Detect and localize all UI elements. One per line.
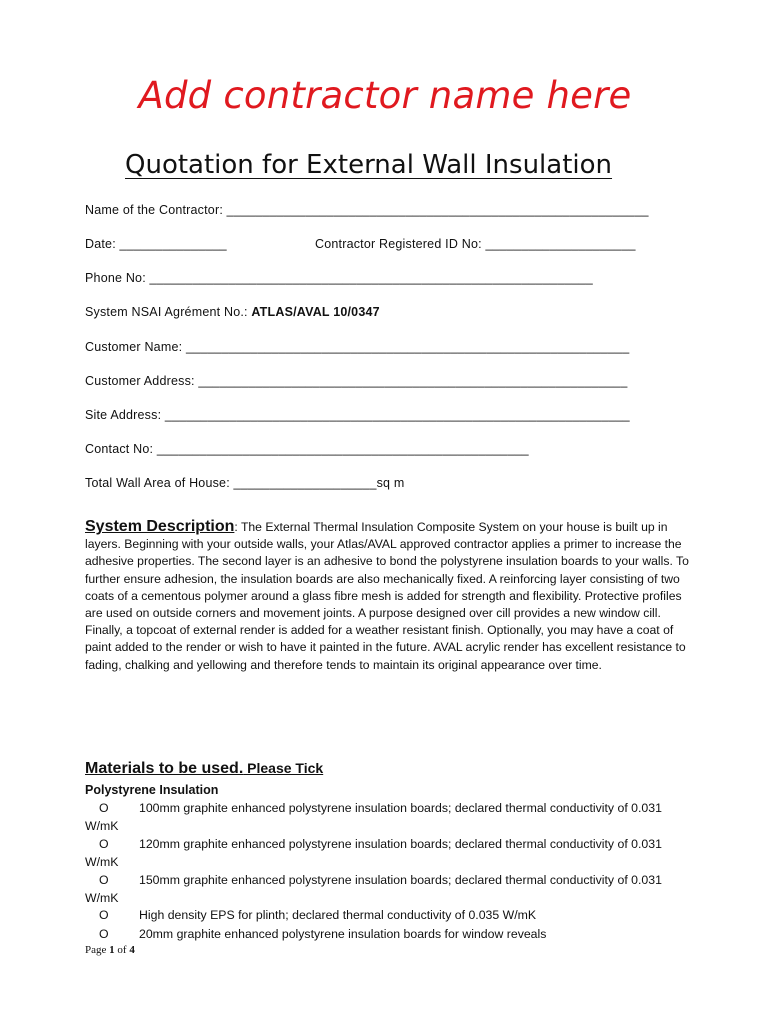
tick-circle[interactable]: O xyxy=(99,908,109,922)
contractor-name-placeholder: Add contractor name here xyxy=(138,74,632,117)
please-tick-label: Please Tick xyxy=(243,760,324,776)
material-text: High density EPS for plinth; declared thermal conductivity of 0.035 W/mK xyxy=(139,908,537,922)
page-number: 1 xyxy=(109,944,115,956)
tick-circle[interactable]: O xyxy=(99,927,109,941)
material-item[interactable] xyxy=(85,872,685,907)
agrement-label: System NSAI Agrément No.: xyxy=(85,305,252,319)
material-item[interactable] xyxy=(85,926,685,944)
page-word: Page xyxy=(85,944,110,956)
date-field[interactable]: Date: _______________ xyxy=(85,237,227,251)
material-text: 150mm graphite enhanced polystyrene insulation boards; declared thermal conductivity of 0.031 W/mK xyxy=(85,873,662,905)
page-footer xyxy=(85,944,135,956)
date-row xyxy=(85,237,655,251)
customer-address-field[interactable]: Customer Address: ____________________________________________________________ xyxy=(85,374,628,388)
registered-id-field[interactable]: Contractor Registered ID No: _____________________ xyxy=(315,237,636,251)
contractor-name-field[interactable]: Name of the Contractor: ___________________________________________________________ xyxy=(85,203,649,217)
material-text: 100mm graphite enhanced polystyrene insulation boards; declared thermal conductivity of 0.031 W/mK xyxy=(85,801,662,833)
system-description xyxy=(85,518,690,674)
customer-name-field[interactable]: Customer Name: ______________________________________________________________ xyxy=(85,340,630,354)
materials-heading-row xyxy=(85,760,323,778)
material-text: 20mm graphite enhanced polystyrene insulation boards for window reveals xyxy=(139,927,547,941)
site-address-field[interactable]: Site Address: _________________________________________________________________ xyxy=(85,408,630,422)
tick-circle[interactable]: O xyxy=(99,801,109,815)
contact-field[interactable]: Contact No: ____________________________________________________ xyxy=(85,442,529,456)
total-pages: 4 xyxy=(129,944,135,956)
polystyrene-heading: Polystyrene Insulation xyxy=(85,783,219,797)
materials-heading: Materials to be used. xyxy=(85,760,244,777)
tick-circle[interactable]: O xyxy=(99,837,109,851)
material-item[interactable] xyxy=(85,800,685,835)
of-word: of xyxy=(114,944,130,956)
system-description-body: : The External Thermal Insulation Composite System on your house is built up in layers. Beginning with your outside walls, your Atlas/AVAL approved contractor applies a primer to increase the adhesive properties. The second layer is an adhesive to bond the polystyrene insulation boards to your walls. To further ensure adhesion, the insulation boards are also mechanically fixed. A reinforcing layer consisting of two coats of a cementous polymer around a glass fibre mesh is added for strength and flexibility. Protective profiles are used on outside corners and movement joints. A purpose designed over cill provides a new window cill. Finally, a topcoat of external render is added for a weather resistant finish. Optionally, you may have a coat of paint added to the render or wish to have it painted in the future. AVAL acrylic render has excellent resistance to fading, chalking and yellowing and therefore tends to maintain its original appearance over time. xyxy=(85,520,689,672)
phone-field[interactable]: Phone No: ______________________________________________________________ xyxy=(85,271,593,285)
wall-area-field[interactable]: Total Wall Area of House: ____________________sq m xyxy=(85,476,405,490)
material-item[interactable] xyxy=(85,907,685,925)
material-text: 120mm graphite enhanced polystyrene insulation boards; declared thermal conductivity of 0.031 W/mK xyxy=(85,837,662,869)
agrement-row xyxy=(85,305,380,319)
system-description-heading: System Description xyxy=(85,518,235,535)
page-title: Quotation for External Wall Insulation xyxy=(125,150,613,180)
tick-circle[interactable]: O xyxy=(99,873,109,887)
material-item[interactable] xyxy=(85,836,685,871)
agrement-value: ATLAS/AVAL 10/0347 xyxy=(251,305,380,319)
